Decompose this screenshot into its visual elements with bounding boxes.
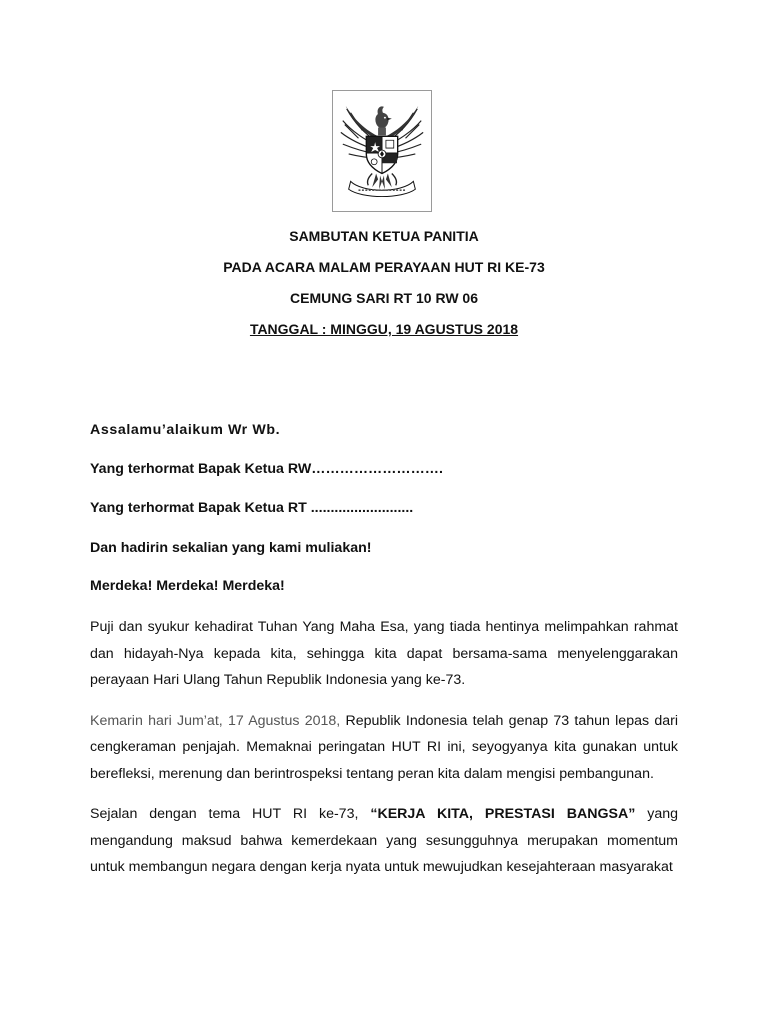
paragraph-3-start: Sejalan dengan tema HUT RI ke-73, (90, 806, 371, 822)
document-header (0, 226, 768, 350)
paragraph-2-date: Kemarin hari Jum’at, 17 Agustus 2018, (90, 712, 341, 729)
header-date: TANGGAL : MINGGU, 19 AGUSTUS 2018 (249, 321, 519, 337)
header-title: SAMBUTAN KETUA PANITIA (289, 228, 479, 244)
paragraph-2-text: Republik Indonesia telah genap 73 tahun lepas dari cengkeraman penjajah. Memaknai peringatan HUT RI ini, seyogyanya kita gunakan untuk berefleksi, merenung dan berintrospeksi tentang peran kita dalam mengisi pembangunan. (90, 712, 678, 782)
emblem-frame (332, 90, 432, 212)
paragraph-3-theme: “KERJA KITA, PRESTASI BANGSA” (370, 806, 636, 822)
speech-body (90, 420, 678, 895)
greeting-ketua-rw: Yang terhormat Bapak Ketua RW………………………. (90, 461, 443, 477)
paragraph-1: Puji dan syukur kehadirat Tuhan Yang Maha Esa, yang tiada hentinya melimpahkan rahmat dan hidayah-Nya kepada kita, sehingga kita dapat bersama-sama menyelenggarakan perayaan Hari Ulang Tahun Republik Indonesia yang ke-73. (90, 619, 678, 688)
paragraph-3 (90, 801, 678, 881)
header-location: CEMUNG SARI RT 10 RW 06 (290, 290, 478, 306)
garuda-emblem-icon (333, 91, 431, 211)
paragraph-2 (90, 708, 678, 788)
paragraph-3-text: yang mengandung maksud bahwa kemerdekaan yang sesungguhnya merupakan momentum untuk membangun negara dengan kerja nyata untuk mewujudkan kesejahteraan masyarakat (90, 806, 678, 875)
greeting-hadirin: Dan hadirin sekalian yang kami muliakan! (90, 540, 372, 556)
greeting-merdeka: Merdeka! Merdeka! Merdeka! (90, 578, 285, 594)
greeting-salam: Assalamu’alaikum Wr Wb. (90, 422, 281, 438)
header-event: PADA ACARA MALAM PERAYAAN HUT RI KE-73 (223, 259, 545, 275)
greeting-ketua-rt: Yang terhormat Bapak Ketua RT .......................... (90, 500, 414, 516)
